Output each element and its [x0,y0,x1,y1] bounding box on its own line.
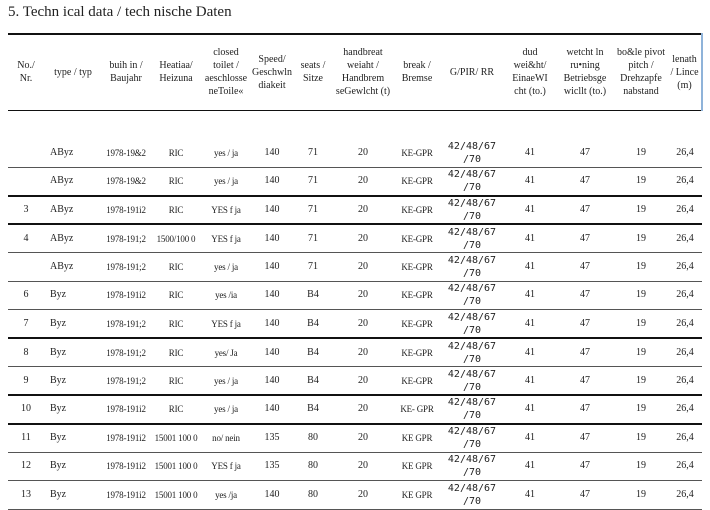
cell-heating: RIC [150,253,202,282]
cell-empty-weight: 41 [504,310,556,339]
cell-type: Byz [44,310,102,339]
cell-brake: KE GPR [394,481,440,510]
header-empty-weight: dud wei&ht/ EinaeWI cht (to.) [504,34,556,110]
cell-gpr: 42/48/67 /70 [440,310,504,339]
cell-toilet: yes / ja [202,139,250,168]
cell-no: 11 [8,424,44,453]
cell-heating: RIC [150,281,202,310]
cell-toilet: yes/ Ja [202,338,250,367]
cell-brake: KE- GPR [394,395,440,424]
cell-gpr: 42/48/67 /70 [440,452,504,481]
cell-toilet: yes / ja [202,167,250,196]
cell-gpr: 42/48/67 /70 [440,424,504,453]
cell-handbrake: 20 [332,167,394,196]
cell-no [8,167,44,196]
spacer-row [8,110,702,139]
cell-running-weight: 47 [556,281,614,310]
cell-toilet: YES f ja [202,224,250,253]
cell-type: Byz [44,338,102,367]
cell-running-weight: 47 [556,139,614,168]
cell-heating: 15001 100 0 [150,452,202,481]
cell-speed: 140 [250,139,294,168]
header-seats: seats / Sitze [294,34,332,110]
header-built: buih in / Baujahr [102,34,150,110]
cell-brake: KE-GPR [394,338,440,367]
cell-heating: RIC [150,367,202,396]
cell-pivot: 19 [614,167,668,196]
cell-seats: B4 [294,338,332,367]
cell-seats: 71 [294,196,332,225]
cell-speed: 140 [250,253,294,282]
cell-running-weight: 47 [556,224,614,253]
cell-built: 1978-191i2 [102,395,150,424]
cell-toilet: yes /ia [202,281,250,310]
cell-built: 1978-191;2 [102,367,150,396]
cell-speed: 140 [250,224,294,253]
cell-seats: 80 [294,452,332,481]
cell-gpr: 42/48/67 /70 [440,253,504,282]
cell-seats: 71 [294,139,332,168]
cell-speed: 140 [250,481,294,510]
cell-brake: KE-GPR [394,224,440,253]
cell-seats: B4 [294,281,332,310]
cell-length: 26,4 [668,139,702,168]
cell-heating: RIC [150,167,202,196]
cell-seats: 71 [294,253,332,282]
table-row [8,338,702,367]
cell-running-weight: 47 [556,310,614,339]
cell-empty-weight: 41 [504,395,556,424]
cell-toilet: YES f ja [202,310,250,339]
cell-handbrake: 20 [332,281,394,310]
cell-built: 1978-191i2 [102,281,150,310]
technical-data-table-wrapper [8,33,699,510]
cell-heating: RIC [150,310,202,339]
cell-type: AByz [44,224,102,253]
cell-heating: 15001 100 0 [150,481,202,510]
cell-speed: 140 [250,367,294,396]
table-row [8,395,702,424]
header-speed: Speed/ Geschwln diakeit [250,34,294,110]
cell-length: 26,4 [668,424,702,453]
cell-handbrake: 20 [332,196,394,225]
cell-length: 26,4 [668,167,702,196]
cell-handbrake: 20 [332,139,394,168]
cell-empty-weight: 41 [504,224,556,253]
cell-pivot: 19 [614,367,668,396]
cell-speed: 140 [250,196,294,225]
header-row [8,34,702,110]
header-brake: break / Bremse [394,34,440,110]
cell-seats: B4 [294,310,332,339]
cell-no: 12 [8,452,44,481]
cell-built: 1978-191;2 [102,253,150,282]
cell-toilet: YES f ja [202,196,250,225]
cell-pivot: 19 [614,224,668,253]
table-row [8,167,702,196]
cell-pivot: 19 [614,196,668,225]
header-running-weight: wetcht ln ru•ning Betriebsge wicllt (to.) [556,34,614,110]
cell-built: 1978-19&2 [102,139,150,168]
cell-empty-weight: 41 [504,424,556,453]
cell-built: 1978-191;2 [102,338,150,367]
cell-heating: RIC [150,196,202,225]
cell-seats: B4 [294,395,332,424]
cell-length: 26,4 [668,196,702,225]
cell-running-weight: 47 [556,424,614,453]
cell-brake: KE-GPR [394,139,440,168]
cell-pivot: 19 [614,281,668,310]
cell-pivot: 19 [614,253,668,282]
cell-empty-weight: 41 [504,167,556,196]
cell-brake: KE-GPR [394,281,440,310]
cell-toilet: yes / ja [202,253,250,282]
cell-gpr: 42/48/67 /70 [440,167,504,196]
cell-handbrake: 20 [332,481,394,510]
cell-heating: RIC [150,139,202,168]
cell-running-weight: 47 [556,196,614,225]
cell-handbrake: 20 [332,224,394,253]
cell-type: AByz [44,167,102,196]
cell-built: 1978-191;2 [102,224,150,253]
cell-seats: 71 [294,167,332,196]
cell-heating: 1500/100 0 [150,224,202,253]
cell-length: 26,4 [668,481,702,510]
header-gpr: G/PIR/ RR [440,34,504,110]
cell-running-weight: 47 [556,338,614,367]
cell-no: 4 [8,224,44,253]
cell-toilet: YES f ja [202,452,250,481]
cell-toilet: yes /ja [202,481,250,510]
cell-built: 1978-191i2 [102,452,150,481]
cell-running-weight: 47 [556,395,614,424]
cell-handbrake: 20 [332,367,394,396]
cell-heating: RIC [150,338,202,367]
cell-brake: KE-GPR [394,196,440,225]
cell-no: 3 [8,196,44,225]
header-pivot: bo&le pivot pitch / Drehzapfe nabstand [614,34,668,110]
table-row [8,253,702,282]
cell-length: 26,4 [668,395,702,424]
cell-length: 26,4 [668,253,702,282]
header-type: type / typ [44,34,102,110]
cell-empty-weight: 41 [504,196,556,225]
cell-gpr: 42/48/67 /70 [440,338,504,367]
cell-gpr: 42/48/67 /70 [440,196,504,225]
cell-length: 26,4 [668,281,702,310]
cell-running-weight: 47 [556,481,614,510]
cell-type: Byz [44,452,102,481]
table-body [8,110,702,509]
cell-brake: KE-GPR [394,367,440,396]
cell-gpr: 42/48/67 /70 [440,281,504,310]
cell-no: 8 [8,338,44,367]
cell-pivot: 19 [614,310,668,339]
table-row [8,367,702,396]
table-row [8,481,702,510]
cell-type: Byz [44,281,102,310]
table-row [8,281,702,310]
cell-speed: 135 [250,424,294,453]
cell-length: 26,4 [668,224,702,253]
cell-running-weight: 47 [556,253,614,282]
table-row [8,452,702,481]
cell-heating: RIC [150,395,202,424]
cell-length: 26,4 [668,367,702,396]
cell-length: 26,4 [668,310,702,339]
spacer-cell [8,110,702,139]
cell-pivot: 19 [614,139,668,168]
cell-speed: 140 [250,395,294,424]
cell-type: AByz [44,139,102,168]
cell-speed: 140 [250,281,294,310]
header-length: lenath / Lince (m) [668,34,702,110]
cell-empty-weight: 41 [504,253,556,282]
header-toilet: closed toilet / aeschlosse neToile« [202,34,250,110]
table-row [8,310,702,339]
cell-brake: KE GPR [394,452,440,481]
cell-brake: KE-GPR [394,253,440,282]
cell-heating: 15001 100 0 [150,424,202,453]
cell-handbrake: 20 [332,452,394,481]
header-heating: Heatiaa/ Heizuna [150,34,202,110]
cell-gpr: 42/48/67 /70 [440,224,504,253]
cell-empty-weight: 41 [504,338,556,367]
cell-type: AByz [44,196,102,225]
cell-running-weight: 47 [556,167,614,196]
cell-built: 1978-191i2 [102,424,150,453]
cell-seats: B4 [294,367,332,396]
cell-handbrake: 20 [332,424,394,453]
cell-speed: 140 [250,167,294,196]
header-handbrake: handbreat weiaht / Handbrem seGewlcht (t) [332,34,394,110]
cell-built: 1978-191i2 [102,481,150,510]
cell-handbrake: 20 [332,338,394,367]
cell-type: Byz [44,424,102,453]
cell-toilet: yes / ja [202,367,250,396]
table-row [8,224,702,253]
cell-seats: 80 [294,424,332,453]
cell-length: 26,4 [668,452,702,481]
technical-data-table [8,33,703,510]
cell-length: 26,4 [668,338,702,367]
cell-built: 1978-191i2 [102,196,150,225]
cell-speed: 140 [250,310,294,339]
cell-pivot: 19 [614,452,668,481]
header-no: No./ Nr. [8,34,44,110]
table-row [8,139,702,168]
cell-toilet: yes / ja [202,395,250,424]
cell-gpr: 42/48/67 /70 [440,395,504,424]
page-title: 5. Techn ical data / tech nische Daten [8,4,232,20]
cell-gpr: 42/48/67 /70 [440,139,504,168]
cell-no: 13 [8,481,44,510]
cell-toilet: no/ nein [202,424,250,453]
cell-no: 9 [8,367,44,396]
cell-pivot: 19 [614,481,668,510]
cell-empty-weight: 41 [504,481,556,510]
cell-no: 7 [8,310,44,339]
cell-empty-weight: 41 [504,281,556,310]
cell-empty-weight: 41 [504,367,556,396]
cell-pivot: 19 [614,395,668,424]
cell-type: AByz [44,253,102,282]
cell-brake: KE-GPR [394,310,440,339]
table-row [8,196,702,225]
cell-built: 1978-19&2 [102,167,150,196]
cell-handbrake: 20 [332,310,394,339]
cell-handbrake: 20 [332,395,394,424]
cell-empty-weight: 41 [504,452,556,481]
cell-running-weight: 47 [556,367,614,396]
cell-running-weight: 47 [556,452,614,481]
cell-gpr: 42/48/67 /70 [440,481,504,510]
cell-speed: 140 [250,338,294,367]
cell-no: 10 [8,395,44,424]
cell-gpr: 42/48/67 /70 [440,367,504,396]
cell-speed: 135 [250,452,294,481]
cell-built: 1978-191;2 [102,310,150,339]
cell-type: Byz [44,481,102,510]
cell-type: Byz [44,367,102,396]
cell-no [8,139,44,168]
cell-brake: KE GPR [394,424,440,453]
cell-pivot: 19 [614,424,668,453]
table-row [8,424,702,453]
cell-no [8,253,44,282]
cell-no: 6 [8,281,44,310]
cell-brake: KE-GPR [394,167,440,196]
cell-handbrake: 20 [332,253,394,282]
cell-type: Byz [44,395,102,424]
cell-empty-weight: 41 [504,139,556,168]
cell-pivot: 19 [614,338,668,367]
cell-seats: 80 [294,481,332,510]
cell-seats: 71 [294,224,332,253]
